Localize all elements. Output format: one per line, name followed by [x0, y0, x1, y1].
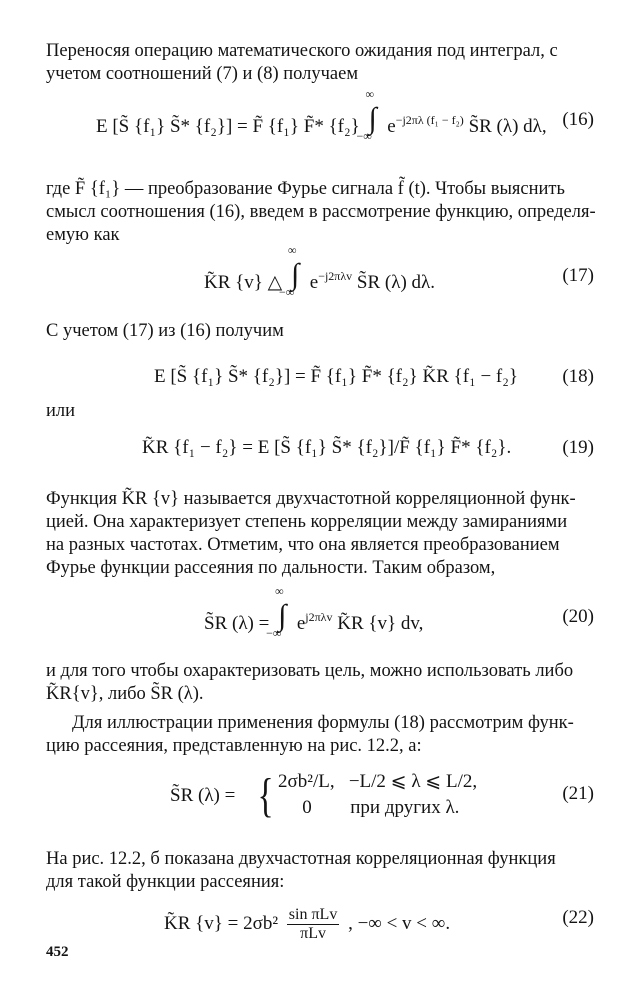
paragraph-figure [46, 848, 594, 894]
eq19-body: K̃R {f₁ − f₂} = E [S̃ {f₁} S̃* {f₂}]/F̃ {f₁} F̃* {f₂}. [142, 437, 512, 458]
equation-number: (18) [562, 366, 594, 387]
integral-sign: ∞ ∫ −∞ [356, 87, 377, 143]
eq21-case2: 0 при других λ. [302, 797, 460, 818]
paragraph-characterize [46, 660, 594, 706]
page-number: 452 [46, 944, 69, 960]
text-line: где F̃ {f₁} — преобразование Фурье сигнала f̃ (t). Чтобы выяснить [46, 179, 565, 199]
eq17-exponent: −j2πλv [318, 269, 353, 283]
text-line: Функция K̃R {v} называется двухчастотной корреляционной функ- [46, 489, 576, 509]
equation-number: (16) [562, 109, 594, 130]
eq16-tail: S̃R (λ) dλ, [468, 116, 547, 137]
paragraph-intro [46, 40, 594, 86]
eq21-case1: 2σb²/L, −L/2 ⩽ λ ⩽ L/2, [278, 771, 478, 792]
text-line: На рис. 12.2, б показана двухчастотная корреляционная функция [46, 849, 556, 869]
paragraph-definition [46, 178, 594, 247]
text-line: цию рассеяния, представленную на рис. 12.2, а: [46, 736, 422, 756]
equation-17: K̃R {v} △ ∞ ∫ −∞ $e^{-j2\pi\lambda v}$ S̃R (λ) dλ. (17) [204, 243, 594, 299]
equation-number: (20) [562, 606, 594, 627]
equation-20: S̃R (λ) = ∞ ∫ −∞ $e^{j2\pi\lambda v}$ K̃R {v} dv, (20) [204, 584, 594, 640]
equation-16: E [S̃ {f₁} S̃* {f₂}] = F̃ {f₁} F̃* {f₂} ∞ ∫ −∞ $e^{-j2\pi\lambda (f_1 - f_2)}$ S̃R (λ) dλ, (16) [96, 87, 594, 143]
fraction: $\frac{\text{sin πLv}}{\text{πLv}}$ [288, 906, 338, 942]
equation-number: (21) [562, 783, 594, 804]
text-line: цией. Она характеризует степень корреляции между замираниями [46, 512, 568, 532]
text-line: K̃R{v}, либо S̃R (λ). [46, 684, 204, 704]
eq20-exponent: j2πλv [305, 610, 333, 624]
text-line: и для того чтобы охарактеризовать цель, можно использовать либо [46, 661, 574, 681]
text-line: Фурье функции рассеяния по дальности. Таким образом, [46, 558, 496, 578]
eq22-lhs: K̃R {v} = 2σb² [164, 912, 279, 934]
text-line: емую как [46, 225, 120, 245]
paragraph-function-description [46, 488, 594, 580]
eq20-lhs: S̃R (λ) = [204, 613, 270, 634]
equation-21 [46, 769, 594, 822]
equation-number: (19) [562, 437, 594, 458]
text-line: смысл соотношения (16), введем в рассмотрение функцию, определя- [46, 202, 596, 222]
integral-sign: ∞ ∫ −∞ [279, 243, 300, 299]
eq21-lhs: S̃R (λ) = [170, 785, 236, 806]
text-line: С учетом (17) из (16) получим [46, 321, 284, 341]
text-line: для такой функции рассеяния: [46, 872, 285, 892]
eq16-lhs: E [S̃ {f₁} S̃* {f₂}] = F̃ {f₁} F̃* {f₂} [96, 116, 360, 137]
text-line: учетом соотношений (7) и (8) получаем [46, 64, 359, 84]
text-line: или [46, 401, 76, 421]
eq20-tail: K̃R {v} dv, [337, 613, 424, 634]
text-line: Для иллюстрации применения формулы (18) рассмотрим функ- [72, 713, 574, 733]
text-line: на разных частотах. Отметим, что она является преобразованием [46, 535, 560, 555]
eq16-exponent: −j2πλ (f₁ − f₂) [395, 113, 464, 127]
eq17-lhs: K̃R {v} △ [204, 272, 283, 293]
equation-18 [46, 365, 594, 405]
eq22-tail: , −∞ < v < ∞. [348, 912, 451, 934]
equation-number: (22) [562, 907, 594, 928]
brace: { [257, 769, 274, 822]
paragraph-transition [46, 320, 594, 343]
paragraph-or [46, 400, 594, 423]
eq17-tail: S̃R (λ) dλ. [356, 272, 435, 293]
equation-19 [46, 436, 594, 476]
text-line: Переносяя операцию математического ожидания под интеграл, с [46, 41, 558, 61]
integral-sign: ∞ ∫ −∞ [266, 584, 287, 640]
eq18-body: E [S̃ {f₁} S̃* {f₂}] = F̃ {f₁} F̃* {f₂} K̃R {f₁ − f₂} [154, 366, 519, 387]
equation-number: (17) [562, 265, 594, 286]
paragraph-illustration [46, 712, 594, 758]
equation-22 [46, 906, 594, 946]
